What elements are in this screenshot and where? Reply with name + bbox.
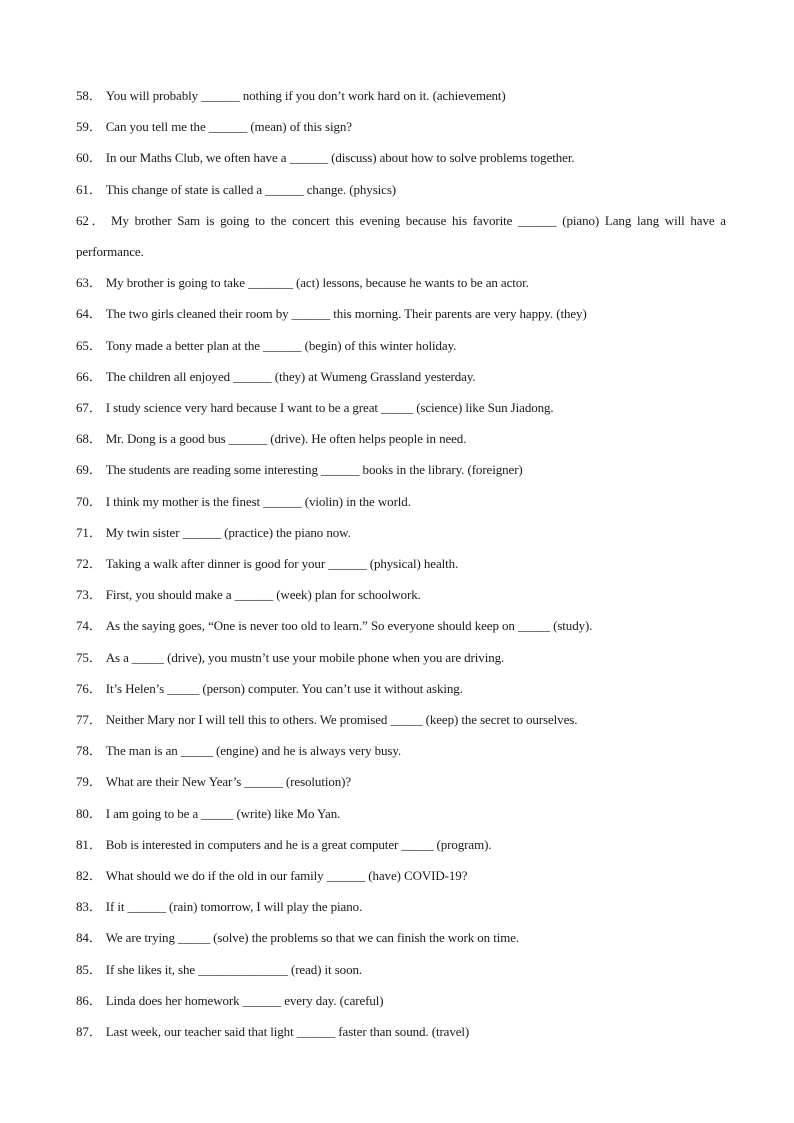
question-number-separator: ． bbox=[88, 306, 102, 322]
question-item bbox=[76, 985, 726, 1016]
question-number-separator: ． bbox=[88, 774, 102, 790]
question-number-separator: ． bbox=[88, 150, 102, 166]
question-text: I study science very hard because I want to be a great _____ (science) like Sun Jiadong. bbox=[105, 400, 554, 416]
question-text: First, you should make a ______ (week) plan for schoolwork. bbox=[105, 587, 421, 603]
question-text: What should we do if the old in our family ______ (have) COVID-19? bbox=[105, 868, 468, 884]
question-number-separator: ． bbox=[88, 275, 102, 291]
question-text: If it ______ (rain) tomorrow, I will play the piano. bbox=[105, 899, 363, 915]
question-number: 80 bbox=[76, 805, 89, 821]
question-number: 64 bbox=[76, 306, 89, 322]
question-text: My brother Sam is going to the concert this evening because his favorite ______ (piano) Lang lang will have a performance. bbox=[76, 212, 726, 260]
question-number: 76 bbox=[76, 680, 89, 696]
question-text: Linda does her homework ______ every day. (careful) bbox=[105, 992, 384, 1008]
question-number-separator: ． bbox=[88, 88, 102, 103]
question-item bbox=[76, 860, 726, 891]
question-text: We are trying _____ (solve) the problems so that we can finish the work on time. bbox=[105, 930, 520, 946]
question-number: 78 bbox=[76, 743, 89, 759]
question-item bbox=[76, 486, 726, 517]
question-item bbox=[76, 142, 726, 173]
question-number-separator: ． bbox=[88, 743, 102, 759]
question-number: 59 bbox=[76, 119, 89, 135]
question-item bbox=[76, 205, 726, 267]
question-text: It’s Helen’s _____ (person) computer. You can’t use it without asking. bbox=[105, 680, 463, 696]
question-number: 61 bbox=[76, 181, 89, 197]
question-number: 68 bbox=[76, 431, 89, 447]
question-number-separator: ． bbox=[88, 587, 102, 603]
question-number: 63 bbox=[76, 275, 89, 291]
question-number: 65 bbox=[76, 337, 89, 353]
question-number: 60 bbox=[76, 150, 89, 166]
question-text: Tony made a better plan at the ______ (begin) of this winter holiday. bbox=[105, 337, 457, 353]
question-number: 84 bbox=[76, 930, 89, 946]
question-item bbox=[76, 954, 726, 985]
question-text: If she likes it, she ______________ (read) it soon. bbox=[105, 961, 363, 977]
question-number-separator: ． bbox=[88, 649, 102, 665]
question-item bbox=[76, 704, 726, 735]
question-number: 87 bbox=[76, 1024, 89, 1040]
question-item bbox=[76, 361, 726, 392]
question-number: 73 bbox=[76, 587, 89, 603]
question-number-separator: ． bbox=[88, 712, 102, 728]
question-number: 86 bbox=[76, 992, 89, 1008]
question-item bbox=[76, 766, 726, 797]
question-item bbox=[76, 548, 726, 579]
question-text: Can you tell me the ______ (mean) of this sign? bbox=[105, 119, 352, 135]
question-number: 70 bbox=[76, 493, 89, 509]
question-text: As a _____ (drive), you mustn’t use your mobile phone when you are driving. bbox=[105, 649, 505, 665]
question-text: My twin sister ______ (practice) the piano now. bbox=[105, 524, 351, 540]
question-item bbox=[76, 891, 726, 922]
question-number-separator: ． bbox=[88, 337, 102, 353]
question-number-separator: ． bbox=[88, 493, 102, 509]
question-item bbox=[76, 922, 726, 953]
question-text: The students are reading some interesting ______ books in the library. (foreigner) bbox=[105, 462, 523, 478]
question-text: My brother is going to take _______ (act) lessons, because he wants to be an actor. bbox=[105, 275, 529, 291]
question-item bbox=[76, 579, 726, 610]
question-text: The two girls cleaned their room by ______ this morning. Their parents are very happy. (they) bbox=[105, 306, 587, 322]
question-text: This change of state is called a ______ change. (physics) bbox=[105, 181, 397, 197]
question-number-separator: ． bbox=[88, 181, 102, 197]
question-number: 69 bbox=[76, 462, 89, 478]
question-number-separator: ． bbox=[88, 212, 107, 228]
question-number-separator: ． bbox=[88, 930, 102, 946]
question-number-separator: ． bbox=[88, 1024, 102, 1040]
question-number-separator: ． bbox=[88, 400, 102, 416]
question-number-separator: ． bbox=[88, 462, 102, 478]
question-number: 85 bbox=[76, 961, 89, 977]
question-number-separator: ． bbox=[88, 836, 102, 852]
question-item bbox=[76, 174, 726, 205]
question-item bbox=[76, 267, 726, 298]
question-number-separator: ． bbox=[88, 961, 102, 977]
question-item bbox=[76, 80, 726, 111]
question-number: 72 bbox=[76, 556, 89, 572]
question-text: Last week, our teacher said that light ______ faster than sound. (travel) bbox=[105, 1024, 470, 1040]
question-number-separator: ． bbox=[88, 556, 102, 572]
question-number: 67 bbox=[76, 400, 89, 416]
question-item bbox=[76, 423, 726, 454]
question-text: Taking a walk after dinner is good for your ______ (physical) health. bbox=[105, 556, 459, 572]
question-item bbox=[76, 298, 726, 329]
question-number-separator: ． bbox=[88, 680, 102, 696]
question-number: 77 bbox=[76, 712, 89, 728]
question-text: As the saying goes, “One is never too old to learn.” So everyone should keep on _____ (study). bbox=[105, 618, 593, 634]
question-number-separator: ． bbox=[88, 899, 102, 915]
question-item bbox=[76, 829, 726, 860]
question-item bbox=[76, 111, 726, 142]
question-text: Bob is interested in computers and he is a great computer _____ (program). bbox=[105, 836, 492, 852]
question-item bbox=[76, 454, 726, 485]
question-item bbox=[76, 330, 726, 361]
question-list bbox=[76, 80, 726, 1047]
question-text: I think my mother is the finest ______ (violin) in the world. bbox=[105, 493, 411, 509]
question-item bbox=[76, 392, 726, 423]
question-text: In our Maths Club, we often have a ______ (discuss) about how to solve problems together. bbox=[105, 150, 575, 166]
question-number-separator: ． bbox=[88, 368, 102, 384]
question-number: 75 bbox=[76, 649, 89, 665]
question-number-separator: ． bbox=[88, 868, 102, 884]
question-number: 62 bbox=[76, 212, 89, 228]
question-number-separator: ． bbox=[88, 992, 102, 1008]
question-item bbox=[76, 1016, 726, 1047]
question-text: The children all enjoyed ______ (they) at Wumeng Grassland yesterday. bbox=[105, 368, 476, 384]
question-number: 82 bbox=[76, 868, 89, 884]
question-item bbox=[76, 798, 726, 829]
question-text: Mr. Dong is a good bus ______ (drive). He often helps people in need. bbox=[105, 431, 467, 447]
question-text: I am going to be a _____ (write) like Mo Yan. bbox=[105, 805, 341, 821]
question-text: The man is an _____ (engine) and he is always very busy. bbox=[105, 743, 402, 759]
question-item bbox=[76, 673, 726, 704]
question-item bbox=[76, 517, 726, 548]
question-text: You will probably ______ nothing if you don’t work hard on it. (achievement) bbox=[105, 88, 506, 103]
question-number: 79 bbox=[76, 774, 89, 790]
question-number: 81 bbox=[76, 836, 89, 852]
question-text: What are their New Year’s ______ (resolution)? bbox=[105, 774, 352, 790]
question-number-separator: ． bbox=[88, 805, 102, 821]
question-text: Neither Mary nor I will tell this to others. We promised _____ (keep) the secret to ourselves. bbox=[105, 712, 578, 728]
question-number-separator: ． bbox=[88, 524, 102, 540]
question-number: 74 bbox=[76, 618, 89, 634]
question-number: 71 bbox=[76, 524, 89, 540]
question-number: 58 bbox=[76, 88, 89, 103]
question-item bbox=[76, 735, 726, 766]
question-number-separator: ． bbox=[88, 431, 102, 447]
question-item bbox=[76, 642, 726, 673]
question-number-separator: ． bbox=[88, 618, 102, 634]
question-number-separator: ． bbox=[88, 119, 102, 135]
question-number: 66 bbox=[76, 368, 89, 384]
question-number: 83 bbox=[76, 899, 89, 915]
question-item bbox=[76, 610, 726, 641]
